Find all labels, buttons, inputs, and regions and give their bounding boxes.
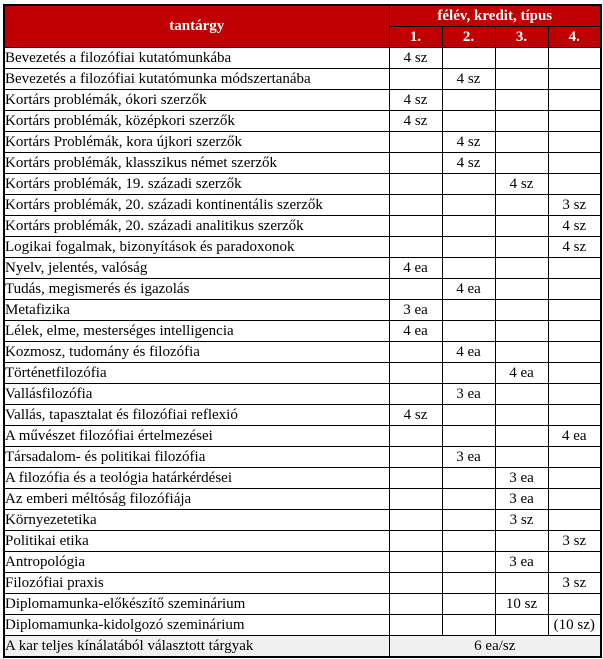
subject-cell: Diplomamunka-előkészítő szeminárium (4, 594, 389, 615)
semester-header-3: 3. (495, 27, 548, 48)
credit-cell-semester-4 (548, 489, 601, 510)
credit-cell-semester-2 (442, 594, 495, 615)
credit-cell-semester-3 (495, 153, 548, 174)
table-row (4, 489, 601, 510)
table-row (4, 174, 601, 195)
table-row (4, 531, 601, 552)
credit-cell-semester-3 (495, 300, 548, 321)
credit-cell-semester-3 (495, 279, 548, 300)
credit-cell-semester-1: 4 ea (389, 258, 442, 279)
credit-cell-semester-4 (548, 363, 601, 384)
credit-cell-semester-2 (442, 195, 495, 216)
credit-cell-semester-4 (548, 69, 601, 90)
table-row (4, 69, 601, 90)
credit-cell-semester-3 (495, 615, 548, 636)
credit-cell-semester-1 (389, 594, 442, 615)
credit-cell-semester-4 (548, 48, 601, 69)
semester-header-4: 4. (548, 27, 601, 48)
credit-cell-semester-3 (495, 216, 548, 237)
table-row (4, 468, 601, 489)
credit-cell-semester-3: 3 sz (495, 510, 548, 531)
credit-cell-semester-3 (495, 573, 548, 594)
subject-cell: Kortárs problémák, középkori szerzők (4, 111, 389, 132)
footer-row (4, 636, 601, 658)
credit-cell-semester-4 (548, 279, 601, 300)
credit-cell-semester-3 (495, 195, 548, 216)
table-row (4, 132, 601, 153)
subject-cell: Metafizika (4, 300, 389, 321)
table-row (4, 552, 601, 573)
table-row (4, 405, 601, 426)
credit-cell-semester-1 (389, 195, 442, 216)
table-row (4, 573, 601, 594)
subject-cell: Politikai etika (4, 531, 389, 552)
credit-cell-semester-4 (548, 468, 601, 489)
credit-cell-semester-4: 3 sz (548, 195, 601, 216)
credit-cell-semester-1 (389, 384, 442, 405)
subject-cell: Környezetetika (4, 510, 389, 531)
credit-cell-semester-3 (495, 426, 548, 447)
credit-cell-semester-2 (442, 90, 495, 111)
credit-cell-semester-1 (389, 342, 442, 363)
table-row (4, 258, 601, 279)
credit-cell-semester-1 (389, 69, 442, 90)
credit-cell-semester-2: 4 sz (442, 132, 495, 153)
credit-cell-semester-1 (389, 153, 442, 174)
credit-cell-semester-2 (442, 321, 495, 342)
table-row (4, 279, 601, 300)
credit-cell-semester-1 (389, 174, 442, 195)
credit-cell-semester-4 (548, 342, 601, 363)
credit-cell-semester-4: 3 sz (548, 531, 601, 552)
credit-cell-semester-4 (548, 258, 601, 279)
credit-cell-semester-4 (548, 90, 601, 111)
credit-cell-semester-3: 3 ea (495, 552, 548, 573)
table-row (4, 111, 601, 132)
credit-cell-semester-3 (495, 342, 548, 363)
credit-cell-semester-2 (442, 300, 495, 321)
table-row (4, 594, 601, 615)
credit-cell-semester-2: 3 ea (442, 447, 495, 468)
credit-cell-semester-1 (389, 552, 442, 573)
subject-cell: Vallásfilozófia (4, 384, 389, 405)
credit-cell-semester-2: 3 ea (442, 384, 495, 405)
credit-cell-semester-4 (548, 174, 601, 195)
subject-cell: Kortárs problémák, 19. századi szerzők (4, 174, 389, 195)
credit-cell-semester-3 (495, 237, 548, 258)
credit-cell-semester-3 (495, 132, 548, 153)
credit-cell-semester-2 (442, 237, 495, 258)
credit-cell-semester-1 (389, 363, 442, 384)
subject-cell: Történetfilozófia (4, 363, 389, 384)
subject-cell: Az emberi méltóság filozófiája (4, 489, 389, 510)
table-row (4, 216, 601, 237)
credit-cell-semester-3 (495, 90, 548, 111)
credit-cell-semester-1 (389, 489, 442, 510)
credit-cell-semester-4 (548, 510, 601, 531)
semester-header-1: 1. (389, 27, 442, 48)
credit-cell-semester-4: 4 sz (548, 237, 601, 258)
credit-cell-semester-1 (389, 426, 442, 447)
table-row (4, 510, 601, 531)
table-row (4, 153, 601, 174)
credit-cell-semester-2 (442, 174, 495, 195)
credit-cell-semester-3 (495, 447, 548, 468)
subject-cell: Társadalom- és politikai filozófia (4, 447, 389, 468)
credit-cell-semester-4: 3 sz (548, 573, 601, 594)
footer-value-cell: 6 ea/sz (389, 636, 601, 658)
subject-cell: Kortárs problémák, 20. századi analitikus szerzők (4, 216, 389, 237)
credit-cell-semester-4 (548, 153, 601, 174)
credit-cell-semester-4 (548, 405, 601, 426)
table-row (4, 447, 601, 468)
credit-cell-semester-2 (442, 552, 495, 573)
header-row-group (4, 5, 601, 27)
table-header (4, 5, 601, 48)
credit-cell-semester-1 (389, 447, 442, 468)
credit-cell-semester-1: 3 ea (389, 300, 442, 321)
credit-cell-semester-1 (389, 216, 442, 237)
credit-cell-semester-1 (389, 237, 442, 258)
credit-cell-semester-1 (389, 132, 442, 153)
credit-cell-semester-4 (548, 447, 601, 468)
table-row (4, 195, 601, 216)
credit-cell-semester-1 (389, 573, 442, 594)
table-body (4, 48, 601, 658)
credit-cell-semester-1: 4 sz (389, 405, 442, 426)
credit-cell-semester-4: 4 sz (548, 216, 601, 237)
credit-cell-semester-1: 4 sz (389, 48, 442, 69)
credit-cell-semester-3 (495, 321, 548, 342)
subject-cell: Diplomamunka-kidolgozó szeminárium (4, 615, 389, 636)
footer-subject-cell: A kar teljes kínálatából választott tárgyak (4, 636, 389, 658)
credit-cell-semester-4 (548, 321, 601, 342)
credit-cell-semester-3: 10 sz (495, 594, 548, 615)
table-row (4, 363, 601, 384)
table-row (4, 48, 601, 69)
subject-cell: Lélek, elme, mesterséges intelligencia (4, 321, 389, 342)
subject-cell: Bevezetés a filozófiai kutatómunkába (4, 48, 389, 69)
credit-cell-semester-4: 4 ea (548, 426, 601, 447)
credit-cell-semester-1 (389, 468, 442, 489)
credit-cell-semester-1: 4 ea (389, 321, 442, 342)
credit-cell-semester-1: 4 sz (389, 111, 442, 132)
credit-cell-semester-2 (442, 111, 495, 132)
credit-cell-semester-2 (442, 615, 495, 636)
subject-cell: Tudás, megismerés és igazolás (4, 279, 389, 300)
subject-cell: Kortárs problémák, 20. századi kontinentális szerzők (4, 195, 389, 216)
credit-cell-semester-3 (495, 531, 548, 552)
credit-cell-semester-3 (495, 258, 548, 279)
table-row (4, 384, 601, 405)
table-row (4, 342, 601, 363)
credit-cell-semester-4 (548, 300, 601, 321)
table-row (4, 237, 601, 258)
credit-cell-semester-2 (442, 426, 495, 447)
subject-cell: Logikai fogalmak, bizonyítások és paradoxonok (4, 237, 389, 258)
credit-cell-semester-2 (442, 48, 495, 69)
subject-cell: Antropológia (4, 552, 389, 573)
subject-cell: Nyelv, jelentés, valóság (4, 258, 389, 279)
credit-cell-semester-4 (548, 132, 601, 153)
credit-cell-semester-2 (442, 468, 495, 489)
subject-cell: Kortárs problémák, ókori szerzők (4, 90, 389, 111)
credit-cell-semester-2 (442, 405, 495, 426)
credit-cell-semester-4 (548, 594, 601, 615)
credit-cell-semester-2 (442, 531, 495, 552)
credit-cell-semester-2 (442, 216, 495, 237)
credit-cell-semester-3 (495, 48, 548, 69)
credit-cell-semester-2 (442, 363, 495, 384)
credit-cell-semester-4 (548, 384, 601, 405)
credit-cell-semester-4 (548, 111, 601, 132)
credit-cell-semester-3: 4 ea (495, 363, 548, 384)
credit-cell-semester-2 (442, 510, 495, 531)
credit-cell-semester-1: 4 sz (389, 90, 442, 111)
credit-cell-semester-1 (389, 615, 442, 636)
subject-cell: Filozófiai praxis (4, 573, 389, 594)
credit-cell-semester-2: 4 sz (442, 153, 495, 174)
table-row (4, 90, 601, 111)
subject-cell: A filozófia és a teológia határkérdései (4, 468, 389, 489)
credit-cell-semester-2 (442, 573, 495, 594)
credit-cell-semester-3 (495, 405, 548, 426)
table-row (4, 615, 601, 636)
subject-cell: Vallás, tapasztalat és filozófiai reflexió (4, 405, 389, 426)
credit-cell-semester-3: 3 ea (495, 489, 548, 510)
subject-cell: Kozmosz, tudomány és filozófia (4, 342, 389, 363)
credit-cell-semester-3: 4 sz (495, 174, 548, 195)
semester-header-2: 2. (442, 27, 495, 48)
credit-cell-semester-3: 3 ea (495, 468, 548, 489)
table-row (4, 426, 601, 447)
credit-cell-semester-4 (548, 552, 601, 573)
credit-cell-semester-1 (389, 510, 442, 531)
course-table (3, 4, 602, 658)
credit-cell-semester-1 (389, 279, 442, 300)
credit-cell-semester-2: 4 sz (442, 69, 495, 90)
subject-cell: Kortárs problémák, klasszikus német szerzők (4, 153, 389, 174)
table-row (4, 321, 601, 342)
credit-cell-semester-2: 4 ea (442, 279, 495, 300)
credit-cell-semester-4: (10 sz) (548, 615, 601, 636)
credit-cell-semester-3 (495, 69, 548, 90)
subject-cell: Bevezetés a filozófiai kutatómunka módszertanába (4, 69, 389, 90)
subject-cell: Kortárs Problémák, kora újkori szerzők (4, 132, 389, 153)
credit-cell-semester-3 (495, 111, 548, 132)
credit-cell-semester-2: 4 ea (442, 342, 495, 363)
credit-cell-semester-3 (495, 384, 548, 405)
credit-cell-semester-2 (442, 489, 495, 510)
subject-cell: A művészet filozófiai értelmezései (4, 426, 389, 447)
semester-group-header: félév, kredit, típus (389, 5, 601, 27)
credit-cell-semester-2 (442, 258, 495, 279)
table-row (4, 300, 601, 321)
credit-cell-semester-1 (389, 531, 442, 552)
subject-column-header: tantárgy (4, 5, 389, 48)
